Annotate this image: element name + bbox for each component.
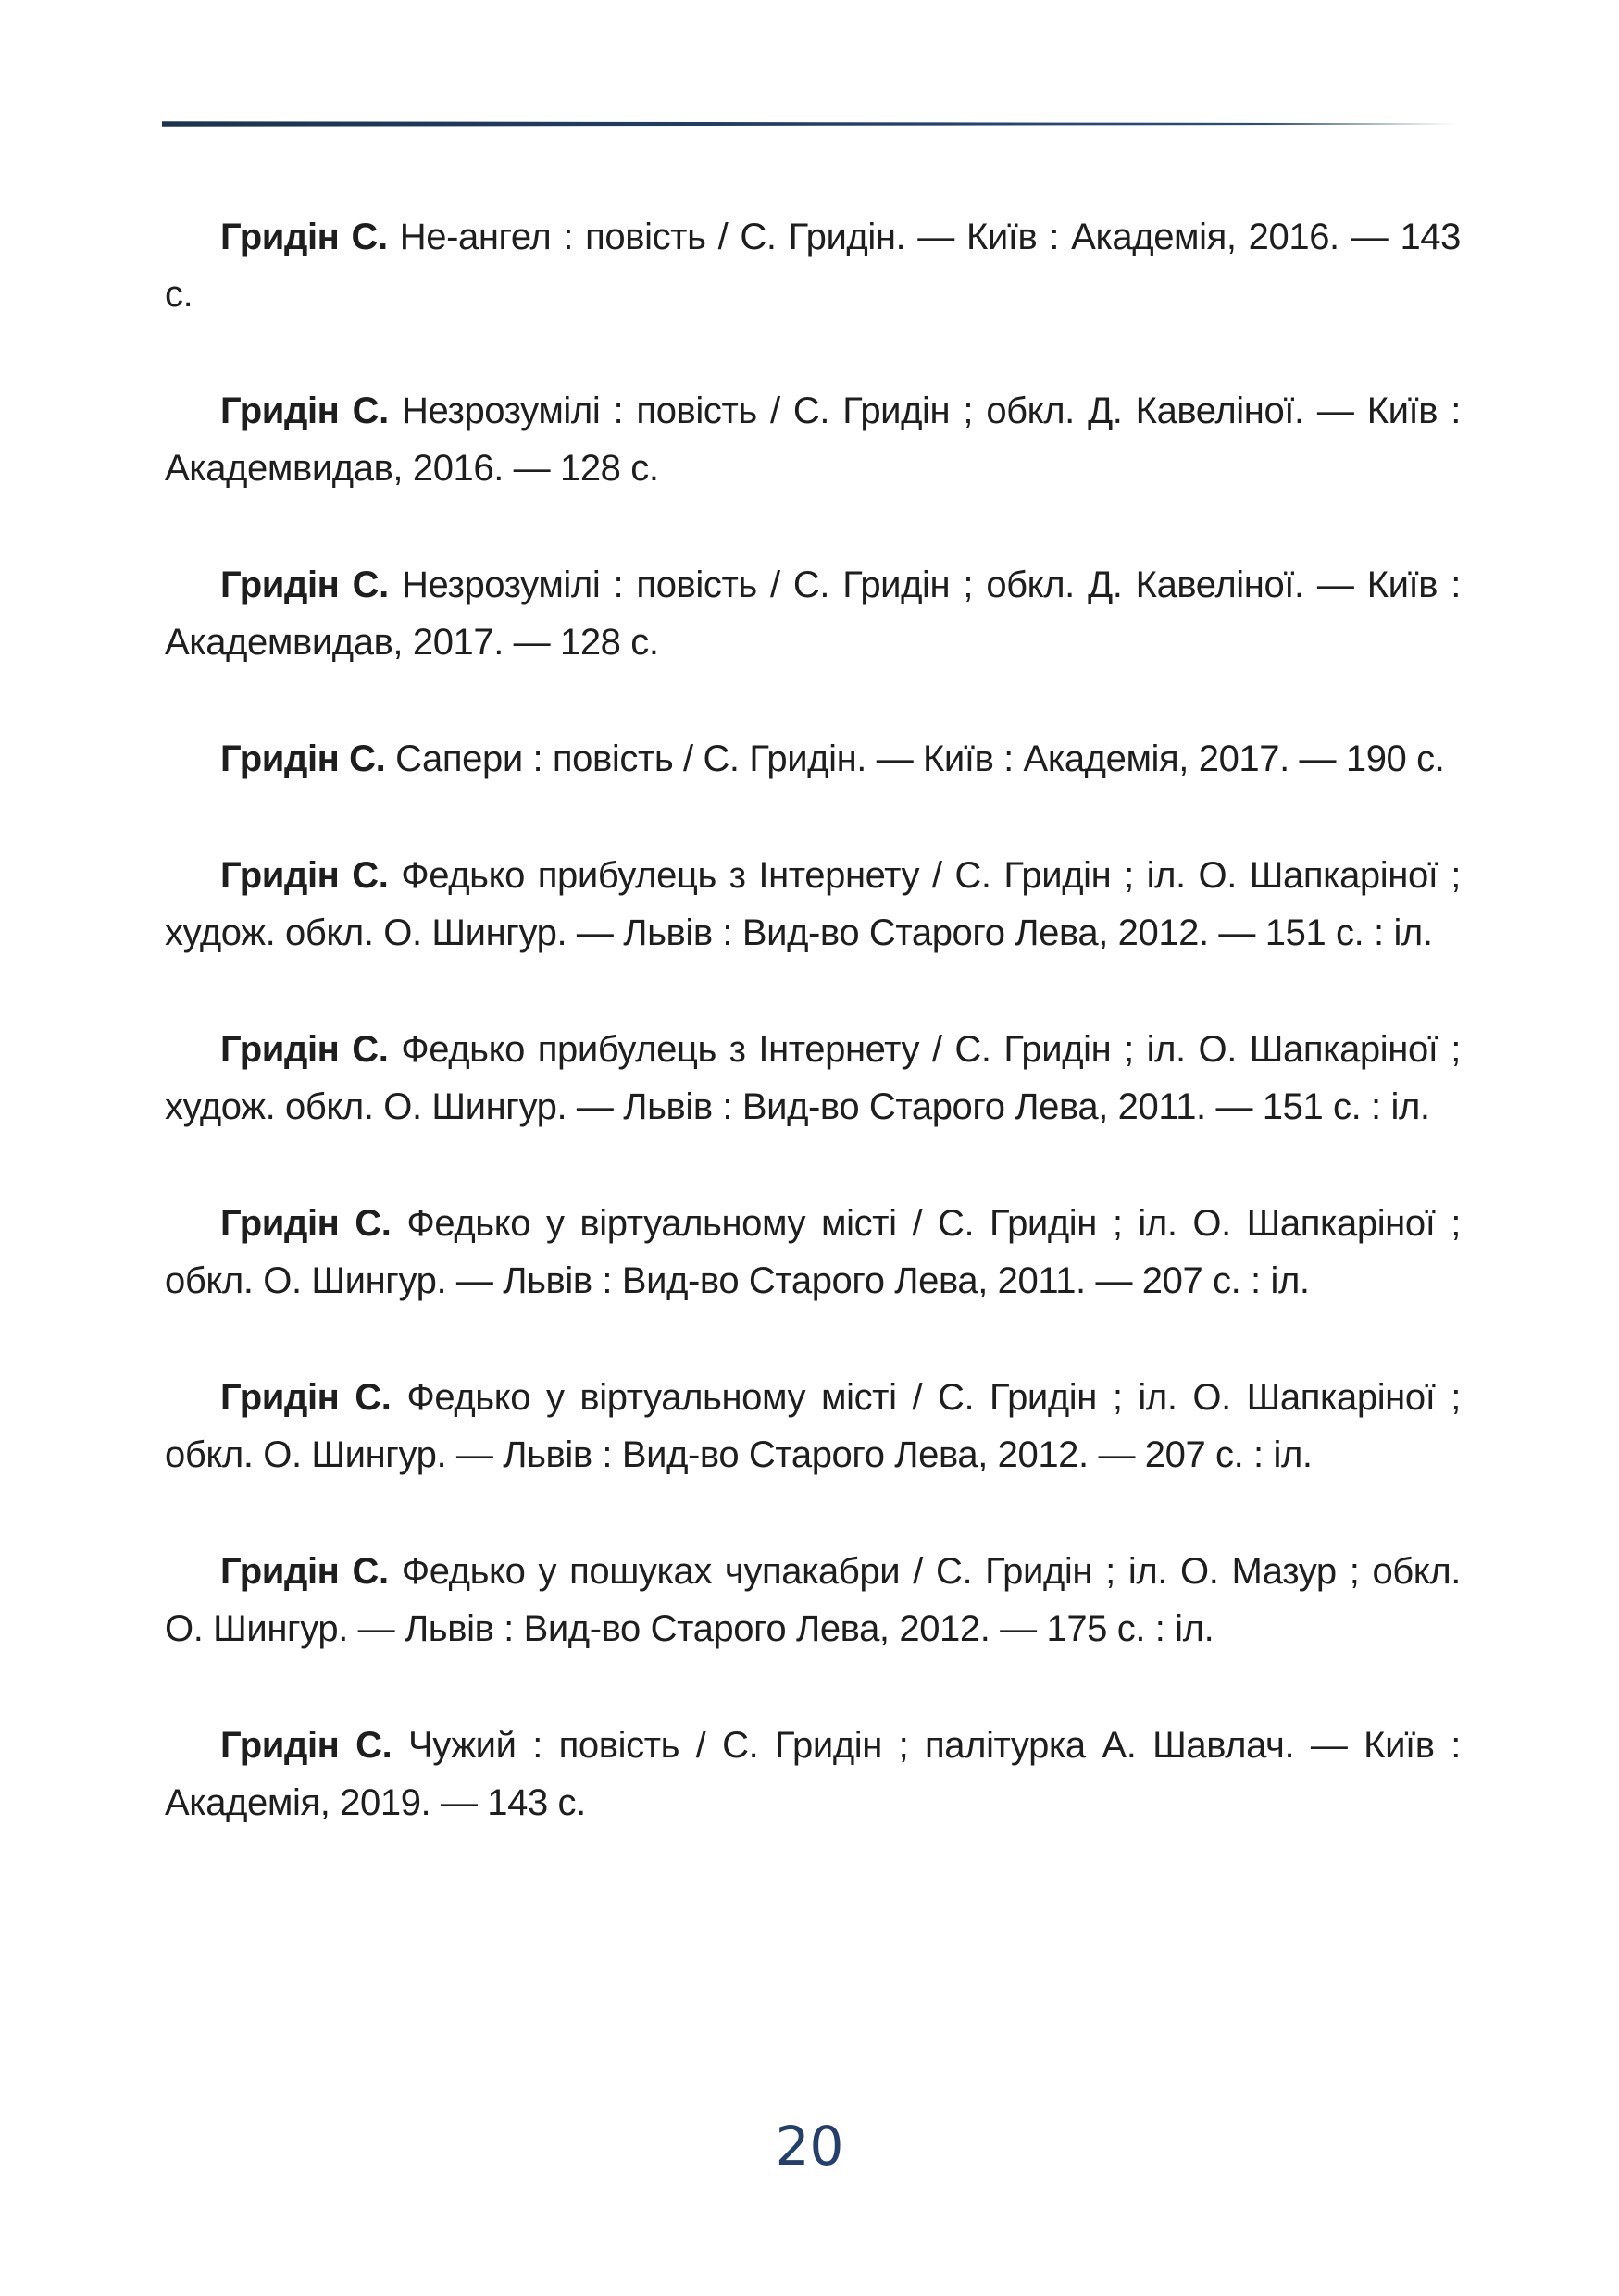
entry-author: Гридін С.	[220, 1029, 389, 1070]
entry-author: Гридін С.	[220, 391, 389, 431]
bibliography-entry	[165, 1543, 1461, 1657]
entry-author: Гридін С.	[220, 1203, 392, 1244]
entry-text: Федько прибулець з Інтернету / С. Гридін ; іл. О. Шапкаріної ; худож. обкл. О. Шингур. — Львів : Вид-во Старого Лева, 2012. — 151 с. : іл.	[165, 855, 1461, 953]
entry-text: Федько у пошуках чупакабри / С. Гридін ; іл. О. Мазур ; обкл. О. Шингур. — Львів : Вид-во Старого Лева, 2012. — 175 с. : іл.	[165, 1551, 1462, 1649]
entry-text: Незрозумілі : повість / С. Гридін ; обкл. Д. Кавеліної. — Київ : Академвидав, 2016. — 128 с.	[165, 391, 1462, 489]
bibliography-entry	[165, 382, 1461, 497]
bibliography-entry	[165, 1369, 1461, 1483]
entry-author: Гридін С.	[220, 217, 388, 257]
bibliography-entry	[165, 1717, 1461, 1831]
bibliography-entry	[165, 208, 1461, 323]
entry-text: Чужий : повість / С. Гридін ; палітурка А. Шавлач. — Київ : Академія, 2019. — 143 с.	[165, 1725, 1461, 1823]
bibliography-entry	[165, 556, 1461, 671]
bibliography-entry	[165, 730, 1461, 788]
bibliography-list	[165, 208, 1461, 1891]
entry-text: Сапери : повість / С. Гридін. — Київ : Академія, 2017. — 190 с.	[395, 738, 1445, 779]
entry-text: Федько у віртуальному місті / С. Гридін ; іл. О. Шапкаріної ; обкл. О. Шингур. — Львів : Вид-во Старого Лева, 2012. — 207 с. : іл.	[165, 1377, 1461, 1475]
page-number: 20	[775, 2115, 844, 2178]
entry-text: Федько у віртуальному місті / С. Гридін ; іл. О. Шапкаріної ; обкл. О. Шингур. — Львів : Вид-во Старого Лева, 2011. — 207 с. : іл.	[165, 1203, 1461, 1301]
entry-text: Не-ангел : повість / С. Гридін. — Київ : Академія, 2016. — 143 с.	[165, 217, 1461, 315]
entry-author: Гридін С.	[220, 855, 389, 896]
bibliography-entry	[165, 1195, 1461, 1309]
entry-author: Гридін С.	[220, 1551, 389, 1592]
entry-text: Незрозумілі : повість / С. Гридін ; обкл. Д. Кавеліної. — Київ : Академвидав, 2017. — 128 с.	[165, 565, 1462, 663]
entry-author: Гридін С.	[220, 565, 389, 605]
entry-text: Федько прибулець з Інтернету / С. Гридін ; іл. О. Шапкаріної ; худож. обкл. О. Шингур. — Львів : Вид-во Старого Лева, 2011. — 151 с. : іл.	[165, 1029, 1461, 1127]
header-rule	[162, 120, 1458, 128]
bibliography-entry	[165, 847, 1461, 962]
bibliography-entry	[165, 1021, 1461, 1136]
entry-author: Гридін С.	[220, 1377, 392, 1418]
entry-author: Гридін С.	[220, 1725, 392, 1766]
entry-author: Гридін С.	[220, 738, 386, 779]
